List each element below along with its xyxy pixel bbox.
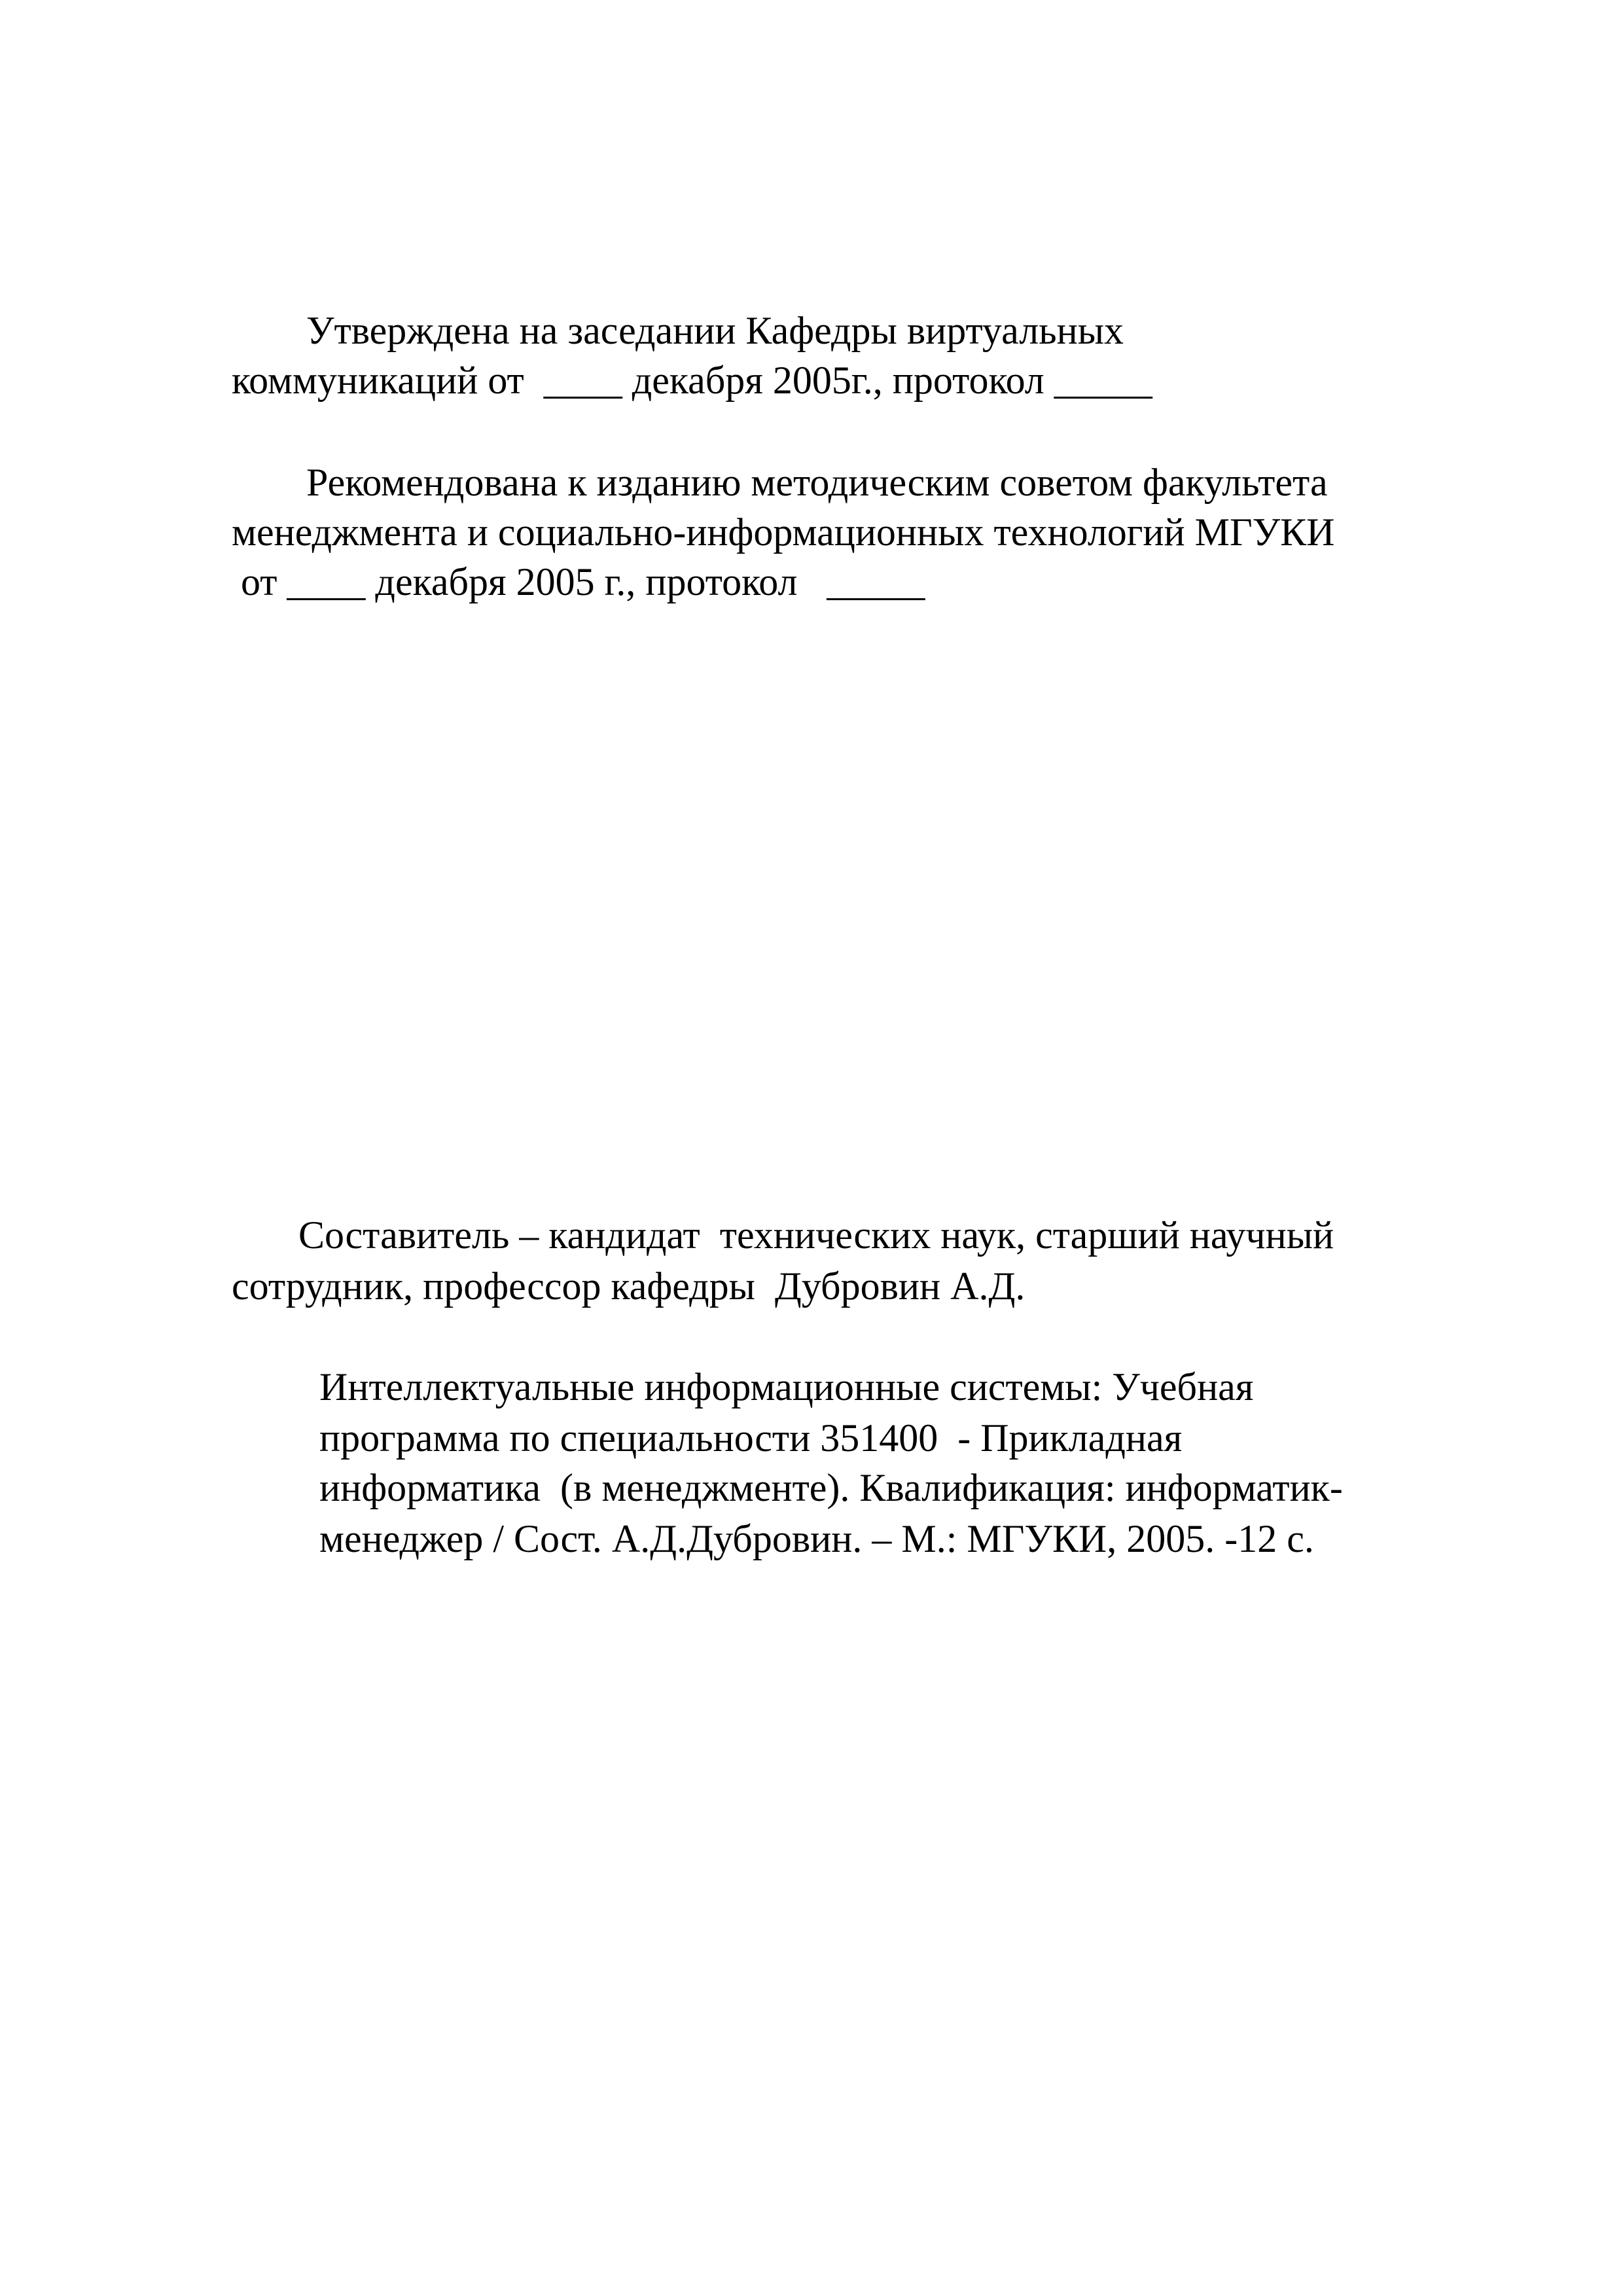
citation-line-3: информатика (в менеджменте). Квалификация: информатик- (319, 1466, 1343, 1509)
compiler-line-2: сотрудник, профессор кафедры Дубровин А.Д. (232, 1265, 1026, 1308)
citation-line-4: менеджер / Сост. А.Д.Дубровин. – М.: МГУКИ, 2005. -12 с. (319, 1517, 1314, 1560)
citation-line-1: Интеллектуальные информационные системы: Учебная (319, 1365, 1254, 1408)
recommendation-line-2: менеджмента и социально-информационных технологий МГУКИ (232, 511, 1335, 554)
recommendation-line-3: от ____ декабря 2005 г., протокол _____ (241, 560, 925, 603)
recommendation-line-1: Рекомендована к изданию методическим советом факультета (306, 461, 1328, 504)
citation-line-2: программа по специальности 351400 - Прикладная (319, 1416, 1183, 1460)
approval-line-2: коммуникаций от ____ декабря 2005г., протокол _____ (232, 359, 1152, 402)
approval-line-1: Утверждена на заседании Кафедры виртуальных (306, 309, 1124, 352)
compiler-line-1: Составитель – кандидат технических наук, старший научный (298, 1213, 1334, 1257)
